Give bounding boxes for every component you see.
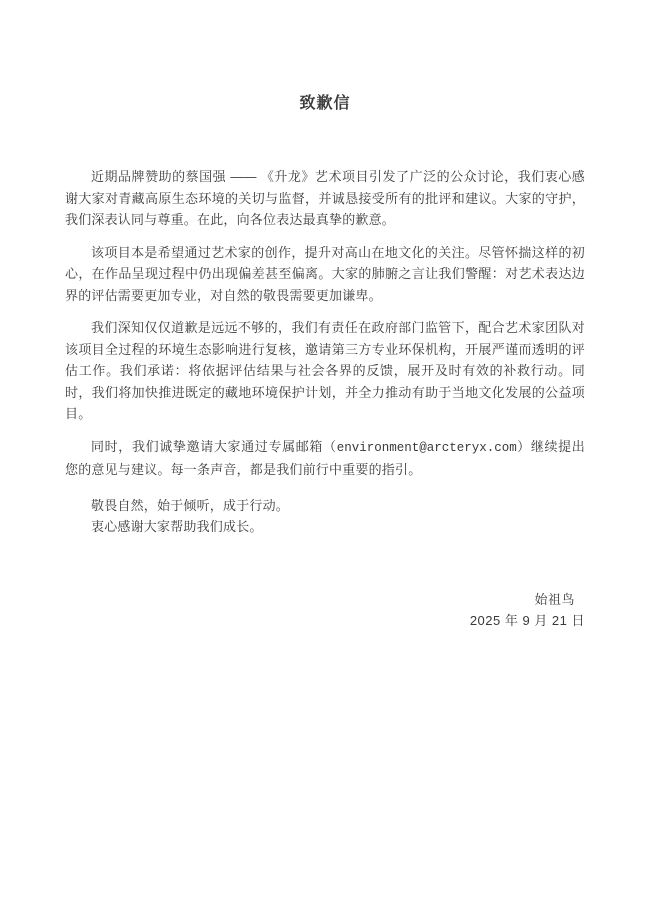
closing-lines bbox=[65, 495, 585, 538]
contact-email: environment@arcteryx.com bbox=[336, 440, 517, 455]
letter-title: 致歉信 bbox=[299, 95, 351, 112]
letter-paragraph-commitments: 我们深知仅仅道歉是远远不够的，我们有责任在政府部门监管下，配合艺术家团队对该项目全过程的环境生态影响进行复核，邀请第三方专业环保机构，开展严谨而透明的评估工作。我们承诺：将依据评估结果与社会各界的反馈，展开及时有效的补救行动。同时，我们将加快推进既定的藏地环境保护计划，并全力推动有助于当地文化发展的公益项目。 bbox=[65, 320, 585, 421]
letter-paragraph-intro: 近期品牌赞助的蔡国强 —— 《升龙》艺术项目引发了广泛的公众讨论，我们衷心感谢大家对青藏高原生态环境的关切与监督，并诚恳接受所有的批评和建议。大家的守护，我们深表认同与尊重。在此，向各位表达最真挚的歉意。 bbox=[65, 169, 585, 227]
contact-text-before: 同时，我们诚挚邀请大家通过专属邮箱（ bbox=[91, 438, 337, 454]
letter-paragraph-reflection: 该项目本是希望通过艺术家的创作，提升对高山在地文化的关注。尽管怀揣这样的初心，在作品呈现过程中仍出现偏差甚至偏离。大家的肺腑之言让我们警醒：对艺术表达边界的评估需要更加专业，对自然的敬畏需要更加谦卑。 bbox=[65, 244, 585, 303]
closing-line-thanks: 衷心感谢大家帮助我们成长。 bbox=[91, 519, 263, 534]
signature-name: 始祖鸟 bbox=[534, 591, 575, 607]
contact-text-after: ）继续提出您的意见与建议。每一条声音，都是我们前行中重要的指引。 bbox=[65, 438, 585, 477]
signature-block bbox=[65, 589, 585, 632]
letter-paragraph-contact bbox=[65, 436, 585, 481]
signature-date: 2025 年 9 月 21 日 bbox=[469, 613, 585, 628]
closing-line-motto: 敬畏自然，始于倾听，成于行动。 bbox=[91, 497, 290, 513]
